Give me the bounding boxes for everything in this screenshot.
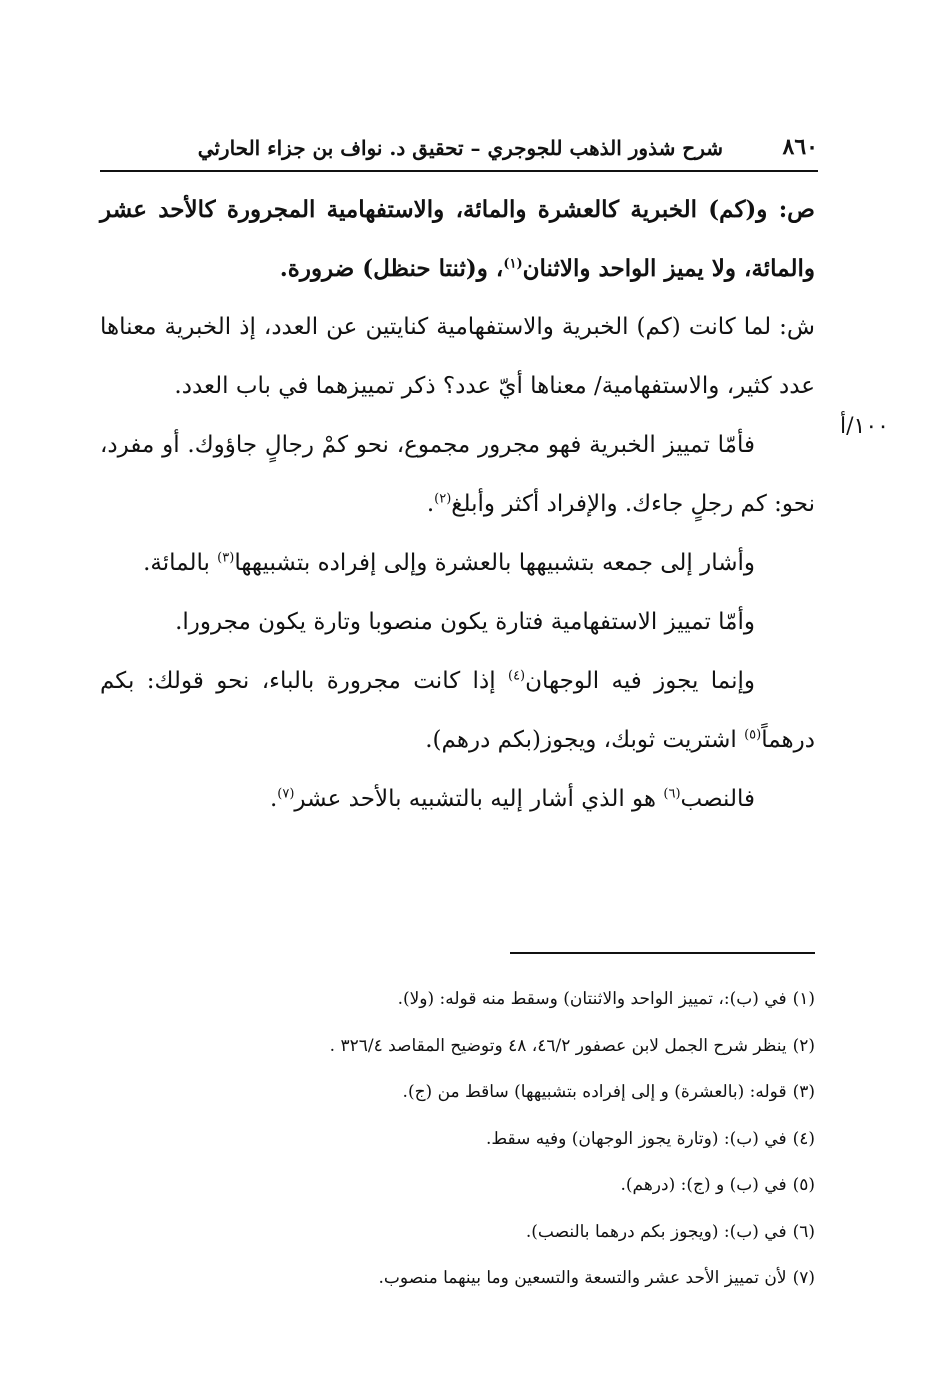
running-title: شرح شذور الذهب للجوجري – تحقيق د. نواف بن جزاء الحارثي: [197, 136, 723, 160]
footnote-separator: [510, 952, 815, 954]
footnote-number: (٥): [792, 1175, 815, 1195]
text-segment: هو الذي أشار إليه بالتشبيه بالأحد عشر: [294, 786, 664, 812]
footnote: [100, 1069, 815, 1116]
footnote-text: في (ب): (ويجوز بكم درهما بالنصب).: [525, 1221, 787, 1242]
footnote-number: (٢): [792, 1035, 815, 1056]
footnote-text: في (ب) و (ج): (درهم).: [620, 1175, 787, 1195]
footnote-number: (٧): [792, 1268, 815, 1288]
footnote-ref: (٧): [277, 786, 295, 802]
text-segment: إذا كانت مجرورة بالباء، نحو قولك: بكم درهماً: [100, 668, 815, 753]
text-segment: بالمائة.: [143, 550, 218, 576]
text-segment: وأشار إلى جمعه بتشبيهها بالعشرة وإلى إفراده بتشبيهها: [234, 550, 755, 576]
footnote: [100, 1162, 815, 1209]
footnote: [100, 976, 815, 1023]
footnote-text: قوله: (بالعشرة) و إلى إفراده بتشبيهها) ساقط من (ج).: [402, 1082, 787, 1102]
footnote-ref: (٢): [434, 491, 452, 507]
footnote-ref: (٤): [507, 668, 526, 684]
text-segment: اشتريت ثوبك، ويجوز(بكم درهم).: [425, 727, 745, 753]
paragraph: [100, 770, 815, 829]
text-segment: ، و(ثنتا حنظل) ضرورة.: [279, 255, 504, 282]
footnote-number: (٤): [792, 1128, 815, 1149]
footnotes: [100, 976, 815, 1302]
footnote-text: في (ب):، تمييز الواحد والاثنتان) وسقط منه قوله: (ولا).: [397, 989, 787, 1009]
text-segment: ص: و(كم) الخبرية كالعشرة والمائة، والاستفهامية المجرورة كالأحد عشر والمائة، ولا يميز الواحد والاثنان: [100, 196, 815, 282]
footnote-number: (٣): [792, 1082, 815, 1102]
footnote-ref: (٣): [217, 550, 235, 566]
text-segment: .: [269, 786, 278, 812]
page-number: ٨٦٠: [782, 134, 818, 160]
footnote: [100, 1255, 815, 1302]
paragraph-matn: [100, 180, 815, 298]
text-segment: فأمّا تمييز الخبرية فهو مجرور مجموع، نحو كمْ رجالٍ جاؤوك. أو مفرد، نحو: كم رجلٍ جاءك. والإفراد أكثر وأبلغ: [100, 432, 815, 517]
paragraph: وأمّا تمييز الاستفهامية فتارة يكون منصوبا وتارة يكون مجرورا.: [175, 609, 755, 635]
footnote-ref: (١): [503, 256, 523, 272]
footnote-text: لأن تمييز الأحد عشر والتسعة والتسعين وما بينهما منصوب.: [378, 1268, 787, 1288]
text-segment: .: [426, 491, 435, 517]
footnote-number: (٦): [792, 1221, 815, 1242]
footnote-text: ينظر شرح الجمل لابن عصفور ٤٦/٢، ٤٨ وتوضيح المقاصد ٣٢٦/٤ .: [329, 1035, 787, 1056]
paragraph: [100, 534, 815, 593]
paragraph-sharh: ش: لما كانت (كم) الخبرية والاستفهامية كنايتين عن العدد، إذ الخبرية معناها عدد كثير، والاستفهامية/ معناها أيّ عدد؟ ذكر تمييزهما في باب العدد.: [100, 314, 815, 399]
footnote: [100, 1116, 815, 1163]
footnote: [100, 1023, 815, 1070]
footnote-ref: (٦): [663, 786, 681, 802]
paragraph: [100, 652, 815, 770]
text-segment: وإنما يجوز فيه الوجهان: [525, 668, 755, 694]
footnote-number: (١): [792, 989, 815, 1009]
footnote: [100, 1209, 815, 1256]
paragraph: [100, 416, 815, 534]
page-header: [100, 130, 818, 172]
margin-folio-note: ١٠٠/أ: [840, 414, 889, 439]
footnote-ref: (٥): [744, 727, 762, 743]
main-text: [100, 180, 815, 829]
footnote-text: في (ب): (وتارة يجوز الوجهان) وفيه سقط.: [486, 1128, 787, 1149]
text-segment: فالنصب: [680, 786, 755, 812]
